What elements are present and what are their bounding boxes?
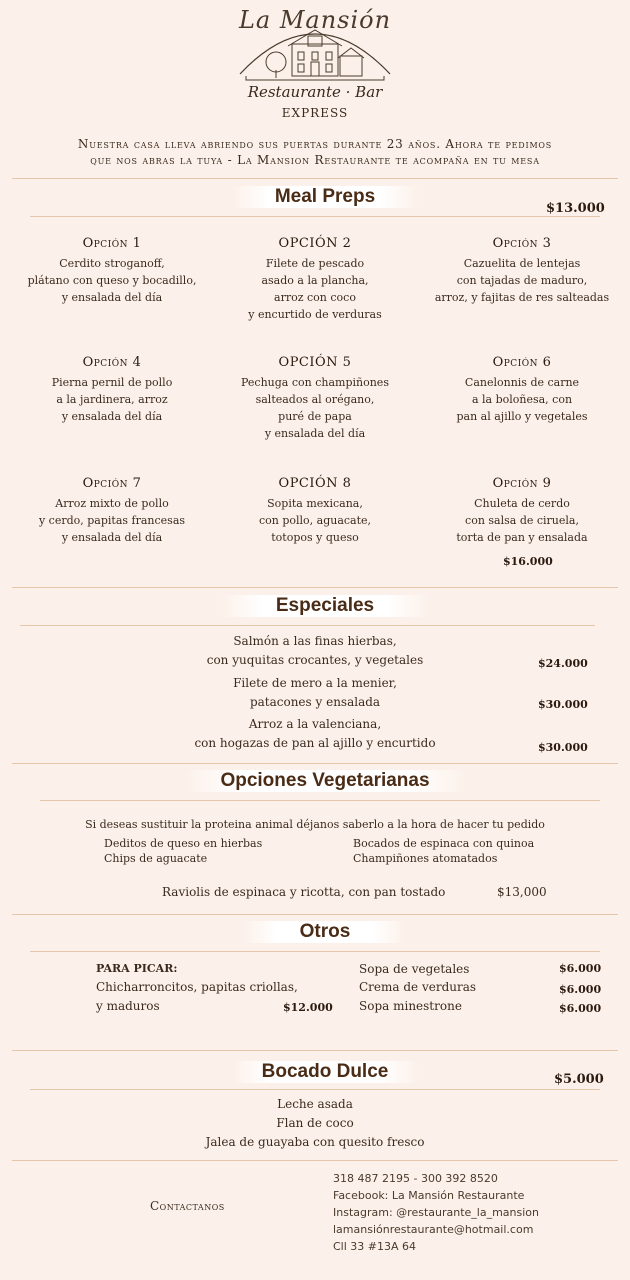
option-line: y ensalada del día [61,410,163,423]
option-line: y ensalada del día [264,427,366,440]
divider [40,800,600,801]
vegetarian-note: Si deseas sustituir la proteina animal déjanos saberlo a la hora de hacer tu pedido [85,818,545,831]
vegetarian-item: Bocados de espinaca con quinoa [353,837,535,850]
vegetarian-item: Chips de aguacate [104,852,208,865]
option-title: Opción 6 [492,355,552,370]
especial-item-3-price: $30.000 [538,741,588,754]
meal-option-4 [12,355,212,425]
dulce-item: Leche asada [277,1097,353,1111]
contact-facebook[interactable]: Facebook: La Mansión Restaurante [333,1189,525,1202]
option-line: pan al ajillo y vegetales [456,410,588,423]
especial-item-2-price: $30.000 [538,698,588,711]
especial-item-1-line-2: con yuquitas crocantes, y vegetales [206,653,424,667]
meal-preps-title: Meal Preps [232,186,418,208]
ravioli-price: $13,000 [497,885,547,899]
option-line: Cazuelita de lentejas [463,257,581,270]
option-line: Canelonnis de carne [464,376,580,389]
option-line: con tajadas de maduro, [456,274,588,287]
divider [12,587,618,588]
sopa-name: Crema de verduras [359,980,477,994]
meal-option-9 [422,476,622,546]
divider [12,178,618,179]
option-line: y ensalada del día [61,531,163,544]
vegetarian-item: Champiñones atomatados [353,852,498,865]
sopa-name: Sopa minestrone [359,999,462,1013]
option-line: a la jardinera, arroz [56,393,168,406]
option-line: y ensalada del día [61,291,163,304]
vegetarianas-title: Opciones Vegetarianas [185,770,465,792]
intro-line-2: que nos abras la tuya - La Mansion Restaurante te acompaña en tu mesa [90,153,540,167]
contact-phone: 318 487 2195 - 300 392 8520 [333,1172,498,1185]
contact-info [333,1170,539,1255]
contact-email[interactable]: lamansiónrestaurante@hotmail.com [333,1223,534,1236]
especial-item-3-line-1: Arroz a la valenciana, [248,717,382,731]
divider [12,763,618,764]
divider [20,625,595,626]
dulce-item: Jalea de guayaba con quesito fresco [205,1135,425,1149]
divider [12,1050,618,1051]
option-title: Opción 1 [82,236,142,251]
especial-item-1-line-1: Salmón a las finas hierbas, [233,634,397,648]
option-title: Opción 7 [82,476,142,491]
option-line: plátano con queso y bocadillo, [27,274,197,287]
contact-address: Cll 33 #13A 64 [333,1240,417,1253]
option-line: salteados al orégano, [255,393,375,406]
meal-option-2 [215,236,415,323]
option-title: Opción 9 [492,476,552,491]
option-line: Sopita mexicana, [267,497,363,510]
option-line: con pollo, aguacate, [258,514,372,527]
otros-title: Otros [245,921,405,943]
especial-item-2-line-2: patacones y ensalada [249,695,381,709]
option-line: a la boloñesa, con [471,393,573,406]
dulce-item: Flan de coco [276,1116,354,1130]
meal-option-5 [215,355,415,442]
option-9-price: $16.000 [503,555,553,568]
meal-option-3 [422,236,622,306]
meal-preps-price: $13.000 [546,201,605,216]
divider [12,914,618,915]
logo-subtitle: Restaurante · Bar [247,83,383,101]
option-title: OPCIÓN 2 [278,236,352,251]
option-line: y encurtido de verduras [248,308,382,321]
option-line: Cerdito stroganoff, [59,257,165,270]
intro-text [20,136,610,168]
picar-line: y maduros [96,999,160,1013]
option-title: Opción 3 [492,236,552,251]
sopa-name: Sopa de vegetales [359,962,470,976]
restaurant-logo [230,4,400,122]
vegetarian-item: Deditos de queso en hierbas [104,837,263,850]
especial-item-3-line-2: con hogazas de pan al ajillo y encurtido [194,736,436,750]
option-title: Opción 4 [82,355,142,370]
meal-option-7 [12,476,212,546]
divider [12,1160,618,1161]
contact-instagram[interactable]: Instagram: @restaurante_la_mansion [333,1206,539,1219]
divider [30,951,600,952]
intro-line-1: Nuestra casa lleva abriendo sus puertas durante 23 años. Ahora te pedimos [77,137,553,151]
divider [30,1089,600,1090]
option-line: Pechuga con champiñones [241,376,389,389]
sopa-price: $6.000 [559,1002,602,1015]
picar-price: $12.000 [283,1001,333,1014]
contact-label: Contactanos [150,1199,225,1213]
option-line: arroz, y fajitas de res salteadas [434,291,610,304]
option-title: OPCIÓN 5 [278,355,352,370]
meal-option-6 [422,355,622,425]
logo-express: EXPRESS [281,106,349,120]
sopa-price: $6.000 [559,962,602,975]
meal-option-8 [215,476,415,546]
meal-option-1 [12,236,212,306]
logo-name: La Mansión [238,6,392,34]
para-picar-label: PARA PICAR: [96,962,178,975]
option-line: arroz con coco [274,291,356,304]
especiales-title: Especiales [222,595,428,617]
option-line: Filete de pescado [265,257,365,270]
option-line: y cerdo, papitas francesas [38,514,186,527]
sopa-price: $6.000 [559,983,602,996]
picar-line: Chicharroncitos, papitas criollas, [96,980,298,994]
divider [30,216,600,217]
dulce-title: Bocado Dulce [232,1061,418,1083]
option-line: asado a la plancha, [261,274,369,287]
especial-item-1-price: $24.000 [538,657,588,670]
option-line: puré de papa [278,410,352,423]
option-line: Chuleta de cerdo [474,497,570,510]
especial-item-2-line-1: Filete de mero a la menier, [233,676,397,690]
option-line: torta de pan y ensalada [456,531,588,544]
option-title: OPCIÓN 8 [278,476,352,491]
option-line: Arroz mixto de pollo [55,497,169,510]
ravioli-item: Raviolis de espinaca y ricotta, con pan tostado [162,885,446,899]
option-line: totopos y queso [271,531,359,544]
option-line: Pierna pernil de pollo [51,376,173,389]
option-line: con salsa de ciruela, [465,514,579,527]
dulce-price: $5.000 [554,1072,604,1087]
